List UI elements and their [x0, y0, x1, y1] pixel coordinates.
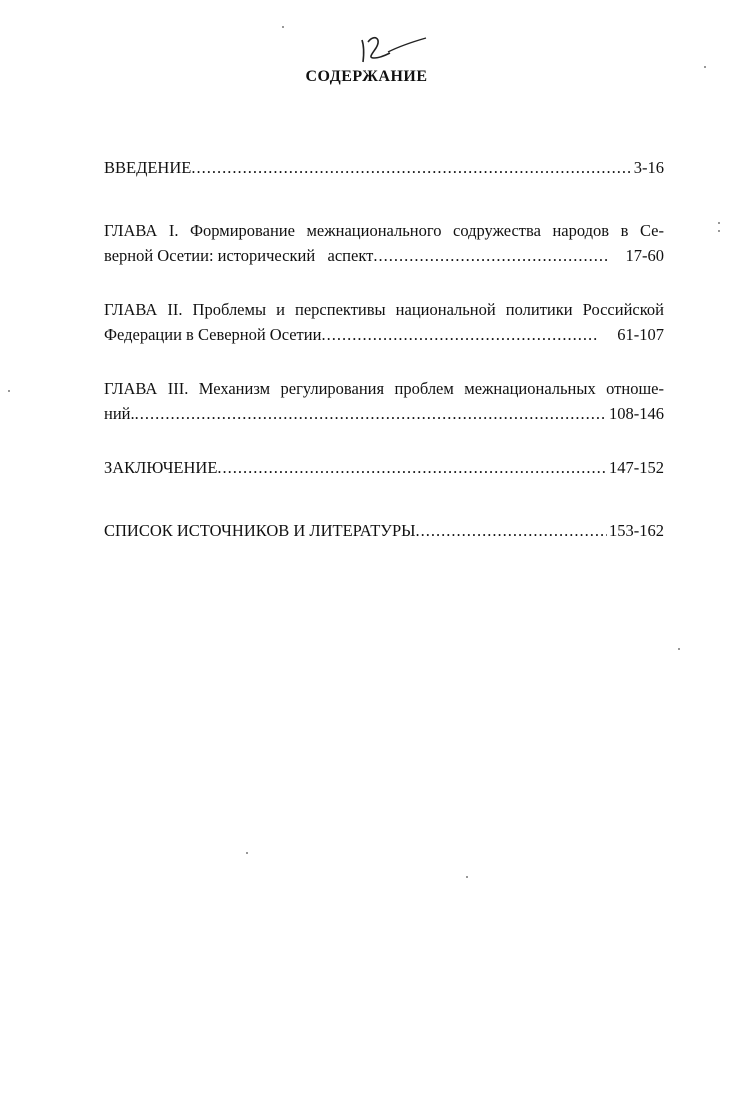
- dot-leader: [135, 401, 607, 426]
- toc-entry-title: ЗАКЛЮЧЕНИЕ: [104, 458, 218, 477]
- toc-line: [104, 401, 664, 426]
- toc-page-range: 147-152: [609, 458, 664, 477]
- toc-line: [104, 155, 664, 180]
- toc-entry-title-line-1: ГЛАВА I. Формирование межнационального содружества народов в Се-: [104, 221, 664, 240]
- scan-speck: [282, 26, 284, 28]
- table-of-contents: [104, 155, 664, 581]
- dot-leader: [217, 455, 607, 480]
- scan-speck: [8, 390, 10, 392]
- scan-speck: [466, 876, 468, 878]
- dot-leader: [191, 155, 631, 180]
- scan-speck: [246, 852, 248, 854]
- scan-speck: [704, 66, 706, 68]
- page-title: СОДЕРЖАНИЕ: [305, 68, 428, 85]
- dot-leader: [373, 243, 607, 268]
- toc-page-range: 153-162: [609, 521, 664, 540]
- scan-speck: [678, 648, 680, 650]
- toc-page-range: 61-107: [617, 325, 664, 344]
- scan-speck: [718, 222, 720, 224]
- toc-line: [104, 322, 664, 347]
- toc-entry-title-line-2: Федерации в Северной Осетии: [104, 325, 322, 344]
- toc-entry-chapter-1[interactable]: [104, 218, 664, 268]
- toc-page-range: 108-146: [609, 404, 664, 423]
- toc-entry-title: ВВЕДЕНИЕ: [104, 158, 192, 177]
- toc-page-range: 17-60: [625, 246, 664, 265]
- toc-page-range: 3-16: [633, 158, 664, 177]
- toc-entry-conclusion[interactable]: [104, 455, 664, 480]
- toc-entry-title-line-2: ний.: [104, 404, 135, 423]
- dot-leader: [416, 518, 607, 543]
- toc-entry-chapter-3[interactable]: [104, 376, 664, 426]
- toc-line: [104, 455, 664, 480]
- toc-entry-introduction[interactable]: [104, 155, 664, 180]
- toc-entry-title: СПИСОК ИСТОЧНИКОВ И ЛИТЕРАТУРЫ: [104, 521, 416, 540]
- toc-entry-title-line-2: верной Осетии: исторический аспект: [104, 246, 374, 265]
- toc-entry-bibliography[interactable]: [104, 518, 664, 543]
- toc-entry-title-line-1: ГЛАВА III. Механизм регулирования проблем межнациональных отноше-: [104, 379, 664, 398]
- toc-line: [104, 518, 664, 543]
- toc-entry-title-line-1: ГЛАВА II. Проблемы и перспективы национальной политики Российской: [104, 300, 664, 319]
- toc-line: [104, 243, 664, 268]
- dot-leader: [321, 322, 599, 347]
- handwritten-page-number: [352, 28, 432, 66]
- toc-entry-chapter-2[interactable]: [104, 297, 664, 347]
- scan-speck: [718, 230, 720, 232]
